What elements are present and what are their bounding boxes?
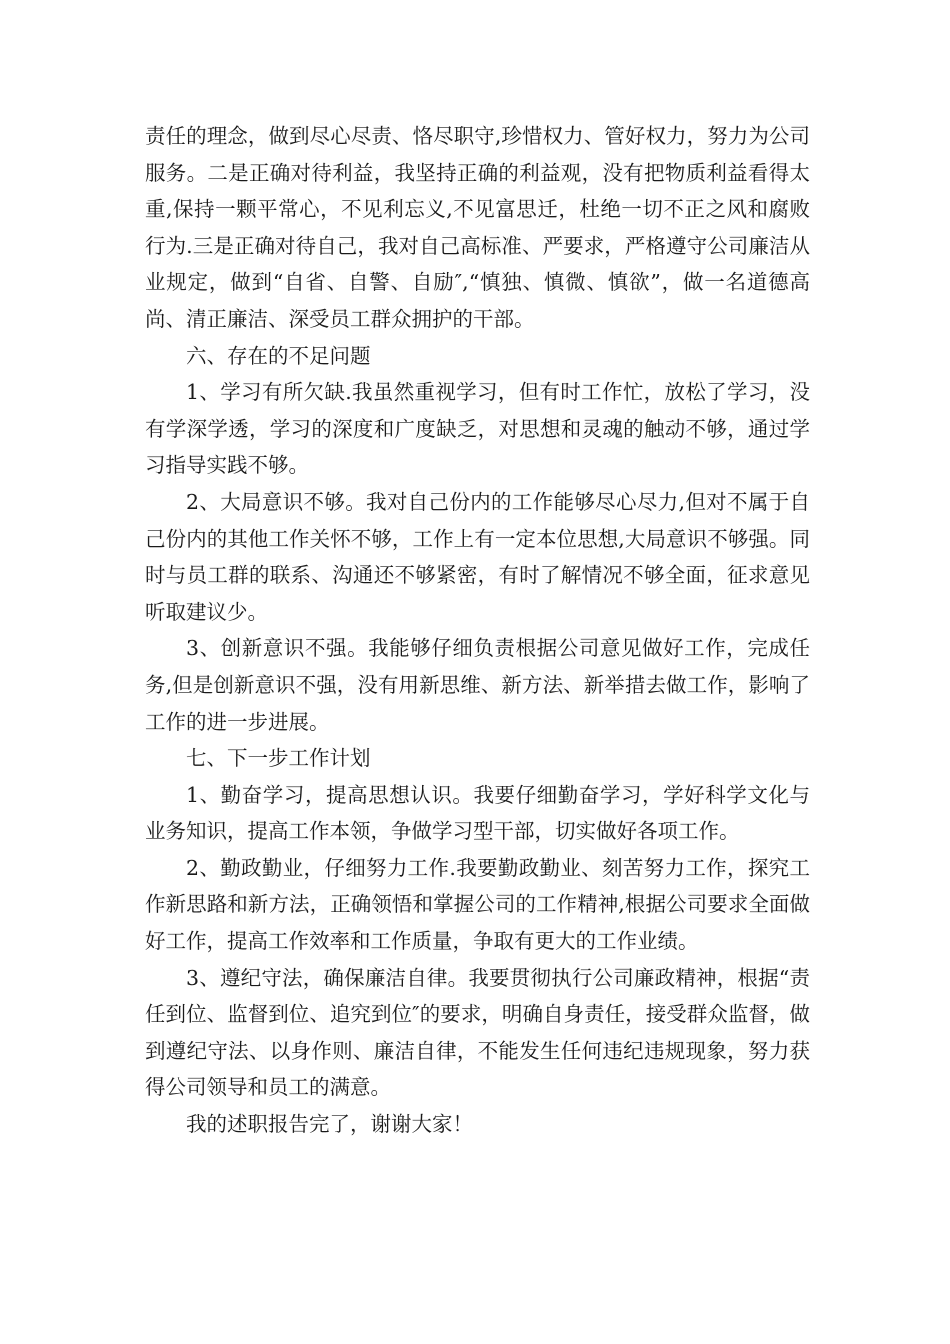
paragraph-continuation: 责任的理念，做到尽心尽责、恪尽职守,珍惜权力、管好权力，努力为公司服务。二是正确对待利益，我坚持正确的利益观，没有把物质利益看得太重,保持一颗平常心，不见利忘义,不见富思迁，杜绝一切不正之风和腐败行为.三是正确对待自己，我对自己高标准、严要求，严格遵守公司廉洁从业规定，做到“自省、自警、自励″,“慎独、慎微、慎欲”，做一名道德高尚、清正廉洁、深受员工群众拥护的干部。 [145,124,810,331]
section-heading-problems: 六、存在的不足问题 [186,343,371,368]
paragraph-plan-2: 2、勤政勤业，仔细努力工作.我要勤政勤业、刻苦努力工作，探究工作新思路和新方法，正确领悟和掌握公司的工作精神,根据公司要求全面做好工作，提高工作效率和工作质量，争取有更大的工作业绩。 [145,855,810,954]
document-body [145,118,810,1143]
closing-line: 我的述职报告完了，谢谢大家！ [186,1112,473,1137]
section-heading-plan: 七、下一步工作计划 [186,746,371,771]
paragraph-plan-1: 1、勤奋学习，提高思想认识。我要仔细勤奋学习，学好科学文化与业务知识，提高工作本领，争做学习型干部，切实做好各项工作。 [145,782,810,844]
paragraph-plan-3: 3、遵纪守法，确保廉洁自律。我要贯彻执行公司廉政精神，根据“责任到位、监督到位、追究到位″的要求，明确自身责任，接受群众监督，做到遵纪守法、以身作则、廉洁自律，不能发生任何违纪违规现象，努力获得公司领导和员工的满意。 [145,965,810,1100]
paragraph-problem-1: 1、学习有所欠缺.我虽然重视学习，但有时工作忙，放松了学习，没有学深学透，学习的深度和广度缺乏，对思想和灵魂的触动不够，通过学习指导实践不够。 [145,380,810,478]
paragraph-problem-3: 3、创新意识不强。我能够仔细负责根据公司意见做好工作，完成任务,但是创新意识不强，没有用新思维、新方法、新举措去做工作，影响了工作的进一步进展。 [145,636,810,734]
paragraph-problem-2: 2、大局意识不够。我对自己份内的工作能够尽心尽力,但对不属于自己份内的其他工作关怀不够，工作上有一定本位思想,大局意识不够强。同时与员工群的联系、沟通还不够紧密，有时了解情况不够全面，征求意见听取建议少。 [145,489,810,624]
